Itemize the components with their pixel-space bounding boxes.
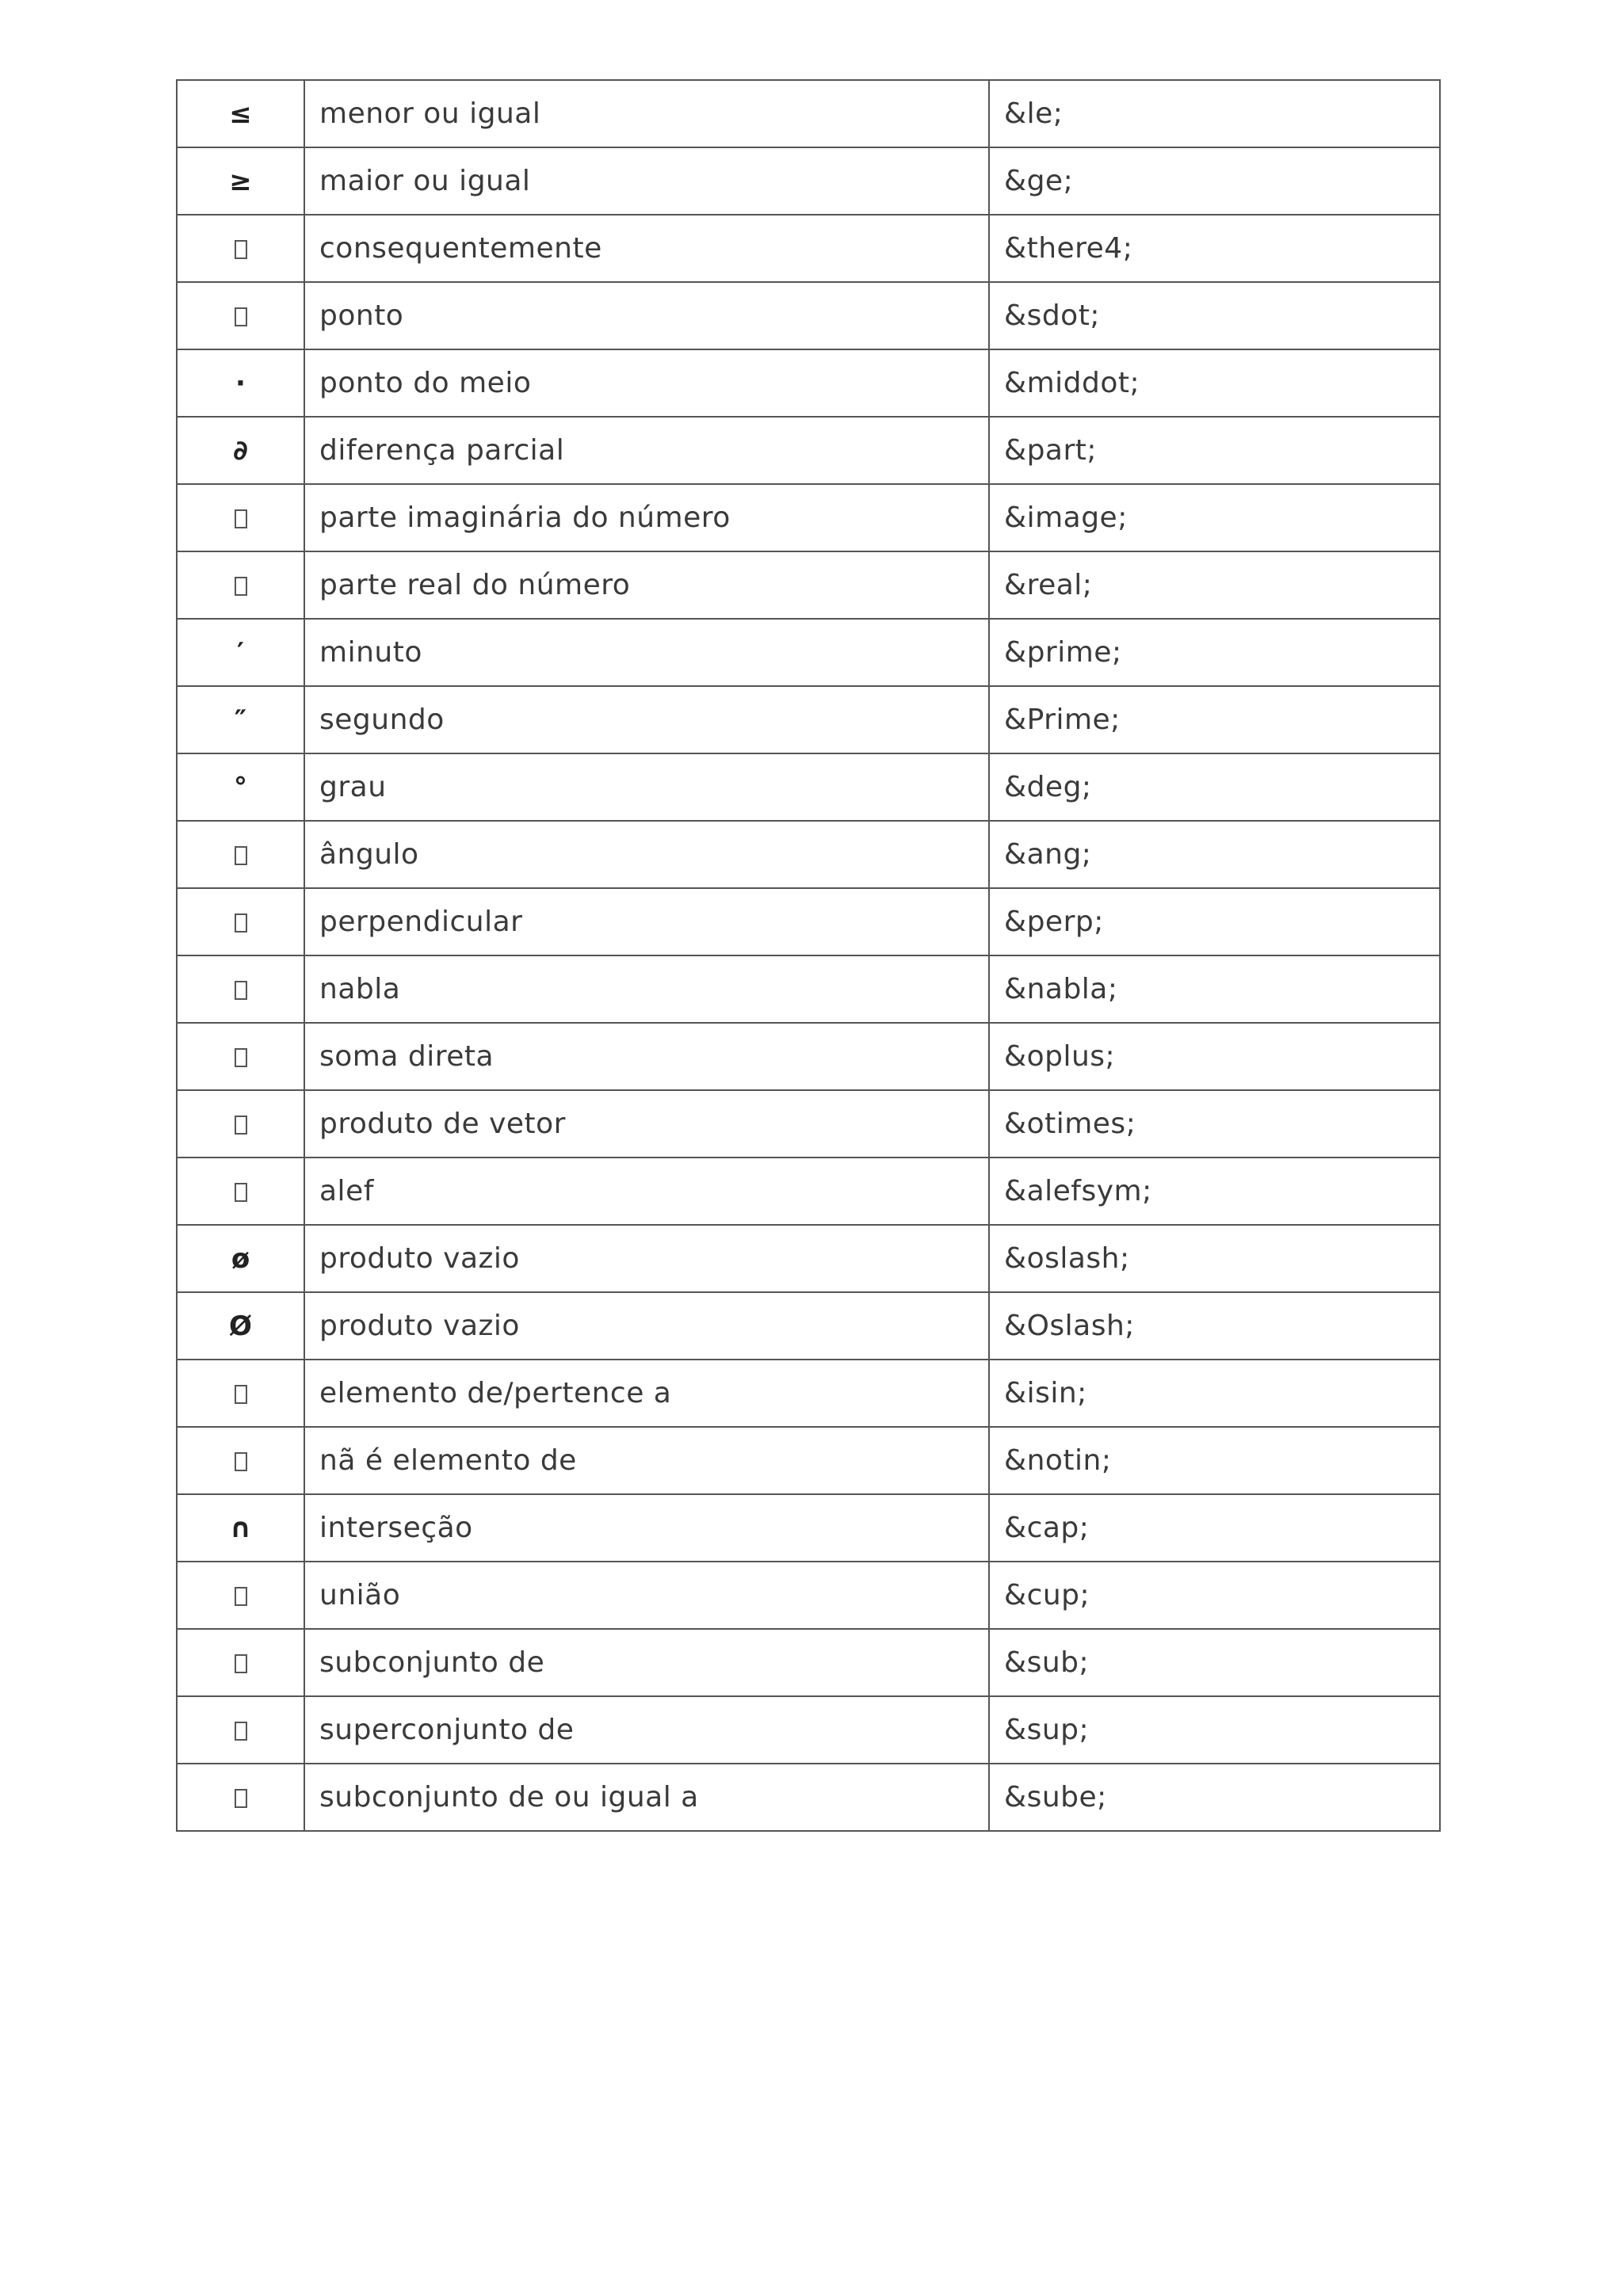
symbol-cell: ∩	[177, 1494, 304, 1562]
symbol-cell	[177, 1764, 304, 1831]
missing-glyph-icon	[235, 1048, 247, 1067]
symbol-cell: ≤	[177, 80, 304, 147]
table-row	[177, 1292, 1440, 1360]
entity-code-cell: &prime;	[989, 619, 1440, 686]
symbol-cell	[177, 1427, 304, 1494]
description-cell: minuto	[304, 619, 989, 686]
description-cell: subconjunto de ou igual a	[304, 1764, 989, 1831]
entity-code-cell: &sub;	[989, 1629, 1440, 1696]
entity-code-cell: &ang;	[989, 821, 1440, 888]
table-row	[177, 551, 1440, 619]
table-row	[177, 1696, 1440, 1764]
symbol-cell	[177, 955, 304, 1023]
entity-code-cell: &nabla;	[989, 955, 1440, 1023]
missing-glyph-icon	[235, 577, 247, 596]
table-row	[177, 686, 1440, 753]
table-row	[177, 821, 1440, 888]
description-cell: ponto	[304, 282, 989, 349]
symbol-cell	[177, 821, 304, 888]
symbol-cell: ′	[177, 619, 304, 686]
table-row	[177, 1427, 1440, 1494]
description-cell: produto vazio	[304, 1225, 989, 1292]
entity-table-body	[177, 80, 1440, 1831]
description-cell: segundo	[304, 686, 989, 753]
entity-code-cell: &oslash;	[989, 1225, 1440, 1292]
symbol-cell: ≥	[177, 147, 304, 215]
description-cell: nabla	[304, 955, 989, 1023]
table-row	[177, 417, 1440, 484]
missing-glyph-icon	[235, 1183, 247, 1202]
symbol-cell	[177, 1696, 304, 1764]
entity-table	[176, 79, 1441, 1832]
table-row	[177, 1023, 1440, 1090]
entity-code-cell: &cap;	[989, 1494, 1440, 1562]
table-row	[177, 1158, 1440, 1225]
table-row	[177, 80, 1440, 147]
table-row	[177, 215, 1440, 282]
table-row	[177, 484, 1440, 551]
entity-code-cell: &oplus;	[989, 1023, 1440, 1090]
symbol-cell	[177, 888, 304, 955]
table-row	[177, 147, 1440, 215]
symbol-cell: Ø	[177, 1292, 304, 1360]
entity-code-cell: &otimes;	[989, 1090, 1440, 1158]
description-cell: grau	[304, 753, 989, 821]
missing-glyph-icon	[235, 1385, 247, 1404]
symbol-cell	[177, 1360, 304, 1427]
entity-code-cell: &middot;	[989, 349, 1440, 417]
symbol-cell	[177, 1629, 304, 1696]
entity-code-cell: &real;	[989, 551, 1440, 619]
missing-glyph-icon	[235, 913, 247, 933]
description-cell: soma direta	[304, 1023, 989, 1090]
table-row	[177, 619, 1440, 686]
missing-glyph-icon	[235, 846, 247, 865]
table-row	[177, 1090, 1440, 1158]
table-row	[177, 888, 1440, 955]
symbol-cell	[177, 1090, 304, 1158]
symbol-cell: ∂	[177, 417, 304, 484]
description-cell: maior ou igual	[304, 147, 989, 215]
symbol-cell	[177, 551, 304, 619]
description-cell: produto de vetor	[304, 1090, 989, 1158]
symbol-cell	[177, 1562, 304, 1629]
missing-glyph-icon	[235, 307, 247, 326]
missing-glyph-icon	[235, 1452, 247, 1471]
table-row	[177, 1360, 1440, 1427]
symbol-cell	[177, 1158, 304, 1225]
table-row	[177, 1629, 1440, 1696]
description-cell: interseção	[304, 1494, 989, 1562]
description-cell: consequentemente	[304, 215, 989, 282]
entity-code-cell: &ge;	[989, 147, 1440, 215]
missing-glyph-icon	[235, 1587, 247, 1606]
symbol-cell: ″	[177, 686, 304, 753]
description-cell: união	[304, 1562, 989, 1629]
entity-code-cell: &Prime;	[989, 686, 1440, 753]
entity-code-cell: &le;	[989, 80, 1440, 147]
entity-code-cell: &isin;	[989, 1360, 1440, 1427]
table-row	[177, 349, 1440, 417]
missing-glyph-icon	[235, 1116, 247, 1135]
description-cell: diferença parcial	[304, 417, 989, 484]
missing-glyph-icon	[235, 1789, 247, 1808]
entity-code-cell: &deg;	[989, 753, 1440, 821]
table-row	[177, 1225, 1440, 1292]
symbol-cell: °	[177, 753, 304, 821]
table-row	[177, 1562, 1440, 1629]
missing-glyph-icon	[235, 509, 247, 528]
entity-code-cell: &image;	[989, 484, 1440, 551]
entity-code-cell: &perp;	[989, 888, 1440, 955]
description-cell: ângulo	[304, 821, 989, 888]
description-cell: elemento de/pertence a	[304, 1360, 989, 1427]
entity-code-cell: &sdot;	[989, 282, 1440, 349]
table-row	[177, 1494, 1440, 1562]
entity-code-cell: &notin;	[989, 1427, 1440, 1494]
table-row	[177, 282, 1440, 349]
missing-glyph-icon	[235, 240, 247, 259]
entity-code-cell: &part;	[989, 417, 1440, 484]
description-cell: parte real do número	[304, 551, 989, 619]
description-cell: perpendicular	[304, 888, 989, 955]
entity-code-cell: &alefsym;	[989, 1158, 1440, 1225]
missing-glyph-icon	[235, 1654, 247, 1673]
symbol-cell	[177, 484, 304, 551]
description-cell: parte imaginária do número	[304, 484, 989, 551]
entity-code-cell: &sube;	[989, 1764, 1440, 1831]
symbol-cell: ·	[177, 349, 304, 417]
missing-glyph-icon	[235, 981, 247, 1000]
symbol-cell	[177, 215, 304, 282]
entity-code-cell: &cup;	[989, 1562, 1440, 1629]
description-cell: menor ou igual	[304, 80, 989, 147]
description-cell: produto vazio	[304, 1292, 989, 1360]
table-row	[177, 955, 1440, 1023]
entity-code-cell: &there4;	[989, 215, 1440, 282]
entity-code-cell: &Oslash;	[989, 1292, 1440, 1360]
description-cell: superconjunto de	[304, 1696, 989, 1764]
description-cell: nã é elemento de	[304, 1427, 989, 1494]
description-cell: ponto do meio	[304, 349, 989, 417]
missing-glyph-icon	[235, 1722, 247, 1741]
description-cell: subconjunto de	[304, 1629, 989, 1696]
symbol-cell: ø	[177, 1225, 304, 1292]
table-row	[177, 753, 1440, 821]
table-row	[177, 1764, 1440, 1831]
symbol-cell	[177, 282, 304, 349]
symbol-cell	[177, 1023, 304, 1090]
entity-code-cell: &sup;	[989, 1696, 1440, 1764]
description-cell: alef	[304, 1158, 989, 1225]
